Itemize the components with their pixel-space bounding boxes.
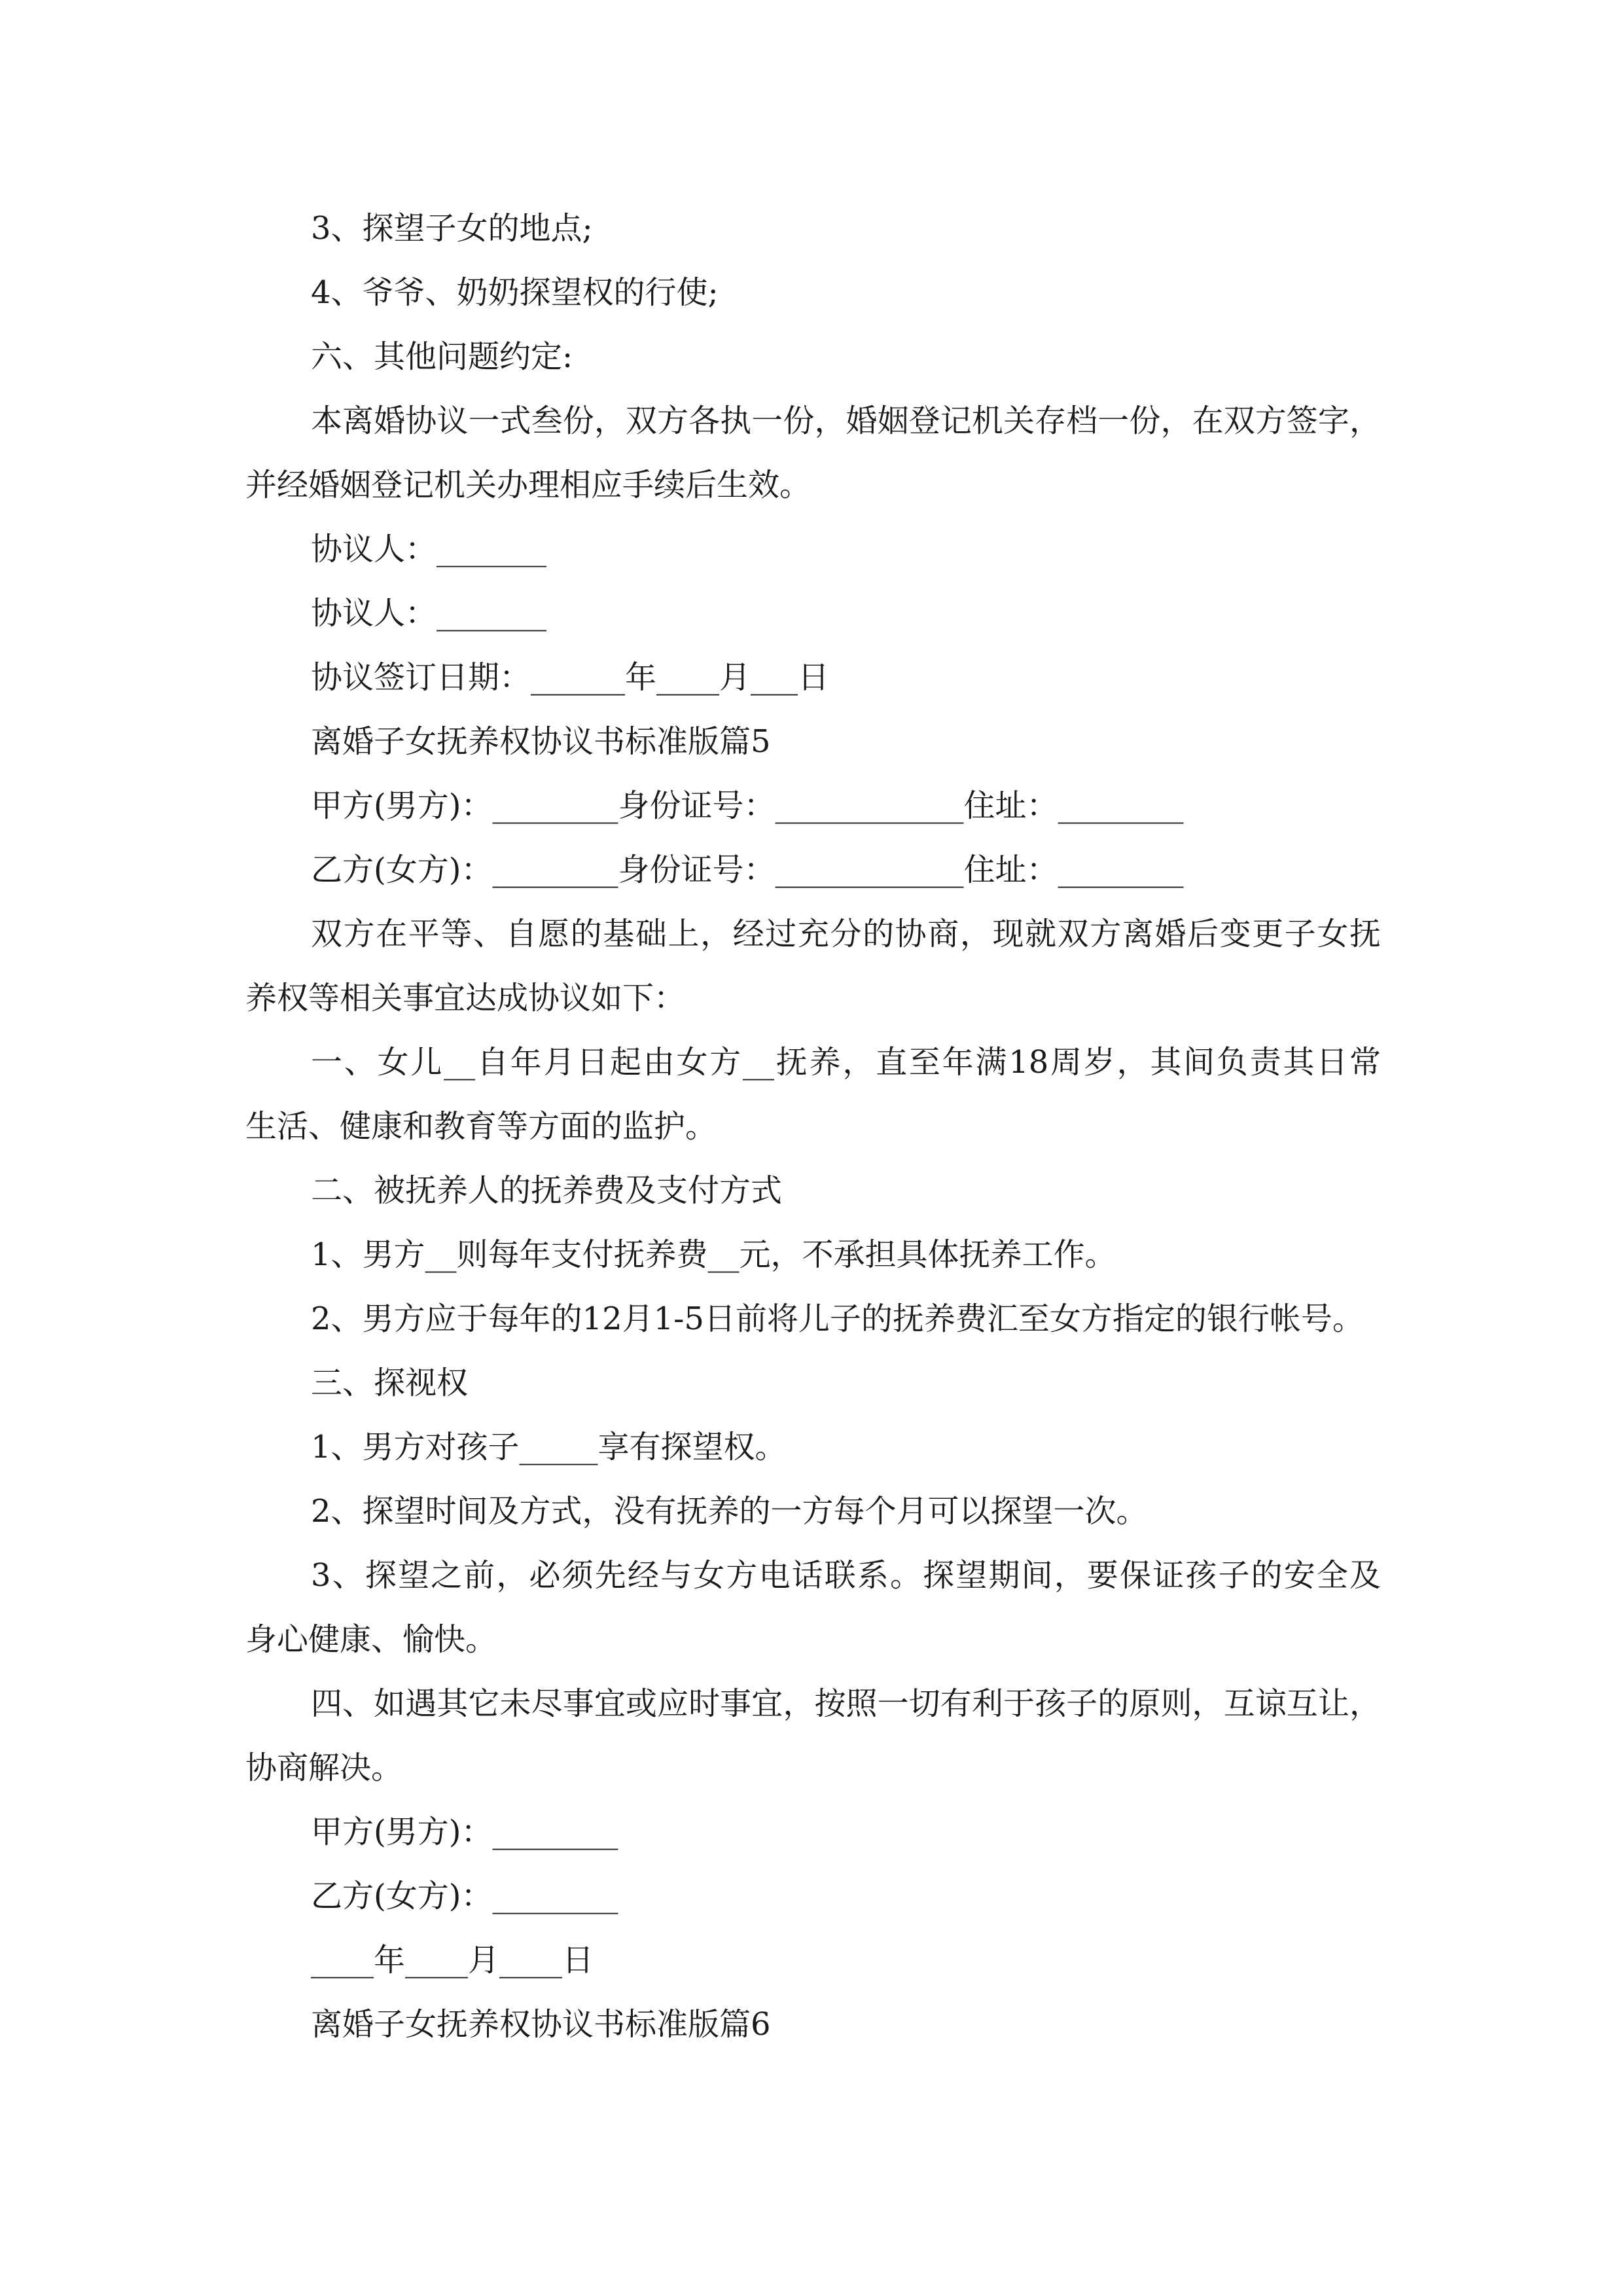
- visitation-item-1: 1、男方对孩子_____享有探望权。: [311, 1429, 787, 1465]
- visit-location-item: 3、探望子女的地点;: [311, 210, 593, 247]
- preamble-paragraph: [245, 902, 1381, 1030]
- signatory-line: 协议人：_______: [311, 595, 547, 632]
- support-fee-heading: 二、被抚养人的抚养费及支付方式: [311, 1172, 783, 1209]
- other-matters-clause: [245, 1672, 1381, 1800]
- support-fee-item-2: 2、男方应于每年的12月1-5日前将儿子的抚养费汇至女方指定的银行帐号。: [311, 1300, 1364, 1337]
- paragraph-line: 本离婚协议一式叁份，双方各执一份，婚姻登记机关存档一份，在双方签字，: [311, 403, 1381, 439]
- visitation-item-2: 2、探望时间及方式，没有抚养的一方每个月可以探望一次。: [311, 1493, 1148, 1530]
- agreement-copies-paragraph: [245, 389, 1381, 517]
- date-line: ____年____月____日: [311, 1942, 594, 1979]
- document-body: [245, 196, 1381, 2056]
- paragraph-line: 一、女儿__自年月日起由女方__抚养，直至年满18周岁，其间负责其日常: [311, 1044, 1381, 1081]
- visitation-heading: 三、探视权: [311, 1365, 469, 1401]
- section-title-6: 离婚子女抚养权协议书标准版篇6: [311, 2006, 771, 2043]
- party-b-signature: 乙方(女方)：________: [311, 1878, 618, 1914]
- signatory-line: 协议人：_______: [311, 531, 547, 567]
- paragraph-line: 3、探望之前，必须先经与女方电话联系。探望期间，要保证孩子的安全及: [311, 1557, 1381, 1594]
- paragraph-line: 并经婚姻登记机关办理相应手续后生效。: [245, 467, 812, 503]
- custody-clause: [245, 1030, 1381, 1158]
- paragraph-line: 协商解决。: [245, 1749, 403, 1786]
- section-title-5: 离婚子女抚养权协议书标准版篇5: [311, 723, 771, 760]
- party-b-info: 乙方(女方)：________身份证号：____________住址：________: [311, 852, 1184, 888]
- paragraph-line: 养权等相关事宜达成协议如下：: [245, 980, 686, 1016]
- support-fee-item-1: 1、男方__则每年支付抚养费__元，不承担具体抚养工作。: [311, 1236, 1116, 1273]
- paragraph-line: 四、如遇其它未尽事宜或应时事宜，按照一切有利于孩子的原则，互谅互让，: [311, 1685, 1381, 1722]
- party-a-signature: 甲方(男方)：________: [311, 1814, 618, 1850]
- paragraph-line: 生活、健康和教育等方面的监护。: [245, 1108, 717, 1145]
- paragraph-line: 身心健康、愉快。: [245, 1621, 497, 1658]
- visitation-item-3: [245, 1543, 1381, 1672]
- signing-date-line: 协议签订日期：______年____月___日: [311, 659, 830, 696]
- grandparents-visit-item: 4、爷爷、奶奶探望权的行使;: [311, 274, 719, 311]
- other-matters-heading: 六、其他问题约定:: [311, 338, 573, 375]
- paragraph-line: 双方在平等、自愿的基础上，经过充分的协商，现就双方离婚后变更子女抚: [311, 916, 1381, 952]
- party-a-info: 甲方(男方)：________身份证号：____________住址：________: [311, 787, 1184, 824]
